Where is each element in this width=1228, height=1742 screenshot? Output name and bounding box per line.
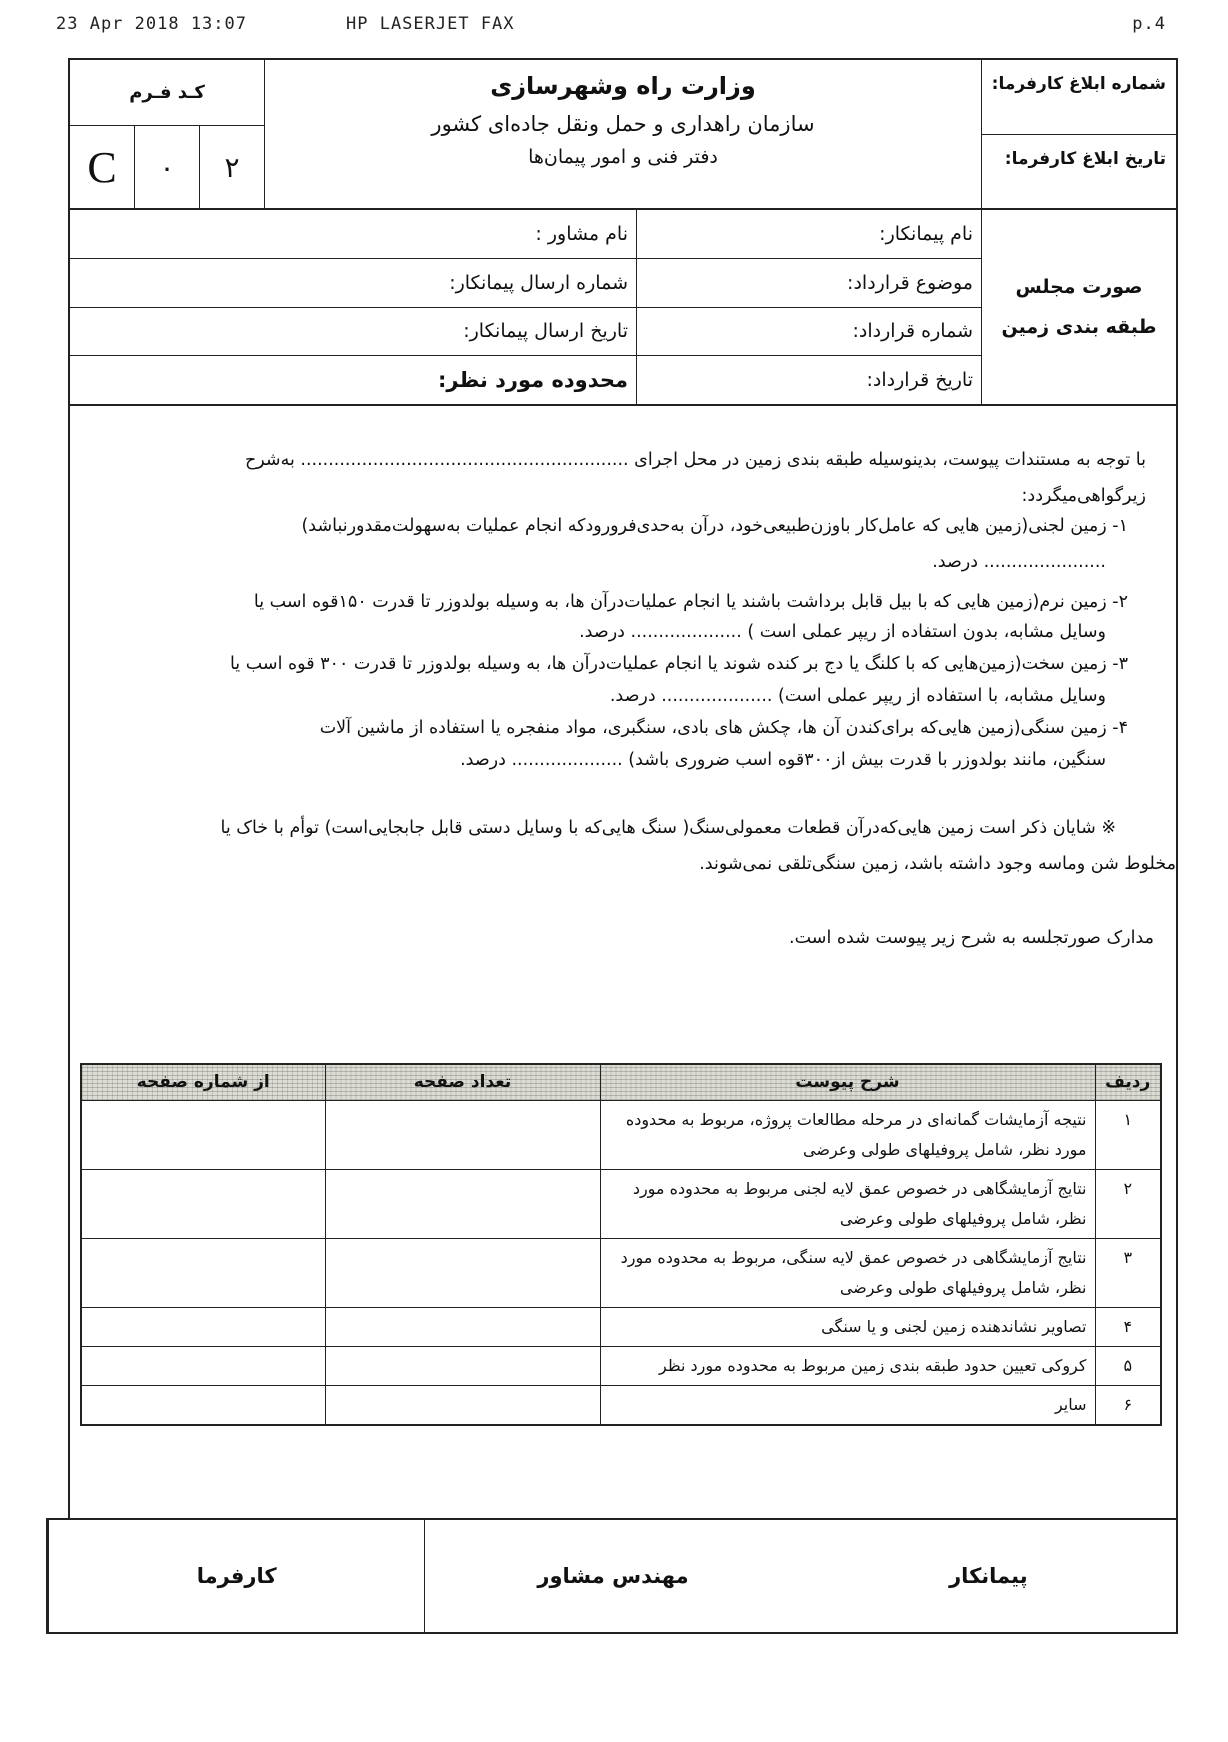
- row-description: نتایج آزمایشگاهی در خصوص عمق لایه سنگی، مربوط به محدوده مورد نظر، شامل پروفیلهای طولی وعرضی: [600, 1238, 1095, 1307]
- contract-fields: [636, 210, 981, 404]
- contract-subject-field[interactable]: موضوع قرارداد:: [637, 259, 981, 308]
- table-row: [81, 1307, 1161, 1346]
- table-row: [81, 1346, 1161, 1385]
- soil-class-soft-percent[interactable]: وسایل مشابه، بدون استفاده از ریپر عملی است ) .................... درصد.: [579, 622, 1106, 642]
- employer-notice-date-field[interactable]: تاریخ ابلاغ کارفرما:: [1004, 148, 1166, 169]
- attachments-table: [80, 1063, 1162, 1426]
- table-row: [81, 1385, 1161, 1425]
- row-description: کروکی تعیین حدود طبقه بندی زمین مربوط به محدوده مورد نظر: [600, 1346, 1095, 1385]
- organization-name: سازمان راهداری و حمل ونقل جاده‌ای کشور: [431, 112, 815, 136]
- row-description: نتایج آزمایشگاهی در خصوص عمق لایه لجنی مربوط به محدوده مورد نظر، شامل پروفیلهای طولی وعرضی: [600, 1169, 1095, 1238]
- row-page-count[interactable]: [325, 1238, 600, 1307]
- contractor-name-field[interactable]: نام پیمانکار:: [637, 210, 981, 259]
- fax-page-number: p.4: [1132, 14, 1166, 34]
- form-title-line: طبقه بندی زمین: [1001, 316, 1157, 338]
- row-number: ۶: [1095, 1385, 1161, 1425]
- soil-class-hard: ۳- زمین سخت(زمین‌هایی که با کلنگ یا دج بر کنده شوند یا انجام عملیات‌درآن ها، به وسیله بولدوزر تا قدرت ۳۰۰ قوه اسب یا: [229, 654, 1128, 674]
- soil-class-soft: ۲- زمین نرم(زمین هایی که با بیل قابل برداشت باشند یا انجام عملیات‌درآن ها، به وسیله بولدوزر تا قدرت ۱۵۰قوه اسب یا: [253, 592, 1128, 612]
- form-header: [68, 58, 1178, 210]
- row-from-page[interactable]: [81, 1238, 325, 1307]
- signature-consultant[interactable]: مهندس مشاور: [424, 1520, 800, 1632]
- form-code-part: ۰: [134, 126, 199, 208]
- signature-contractor[interactable]: پیمانکار: [949, 1564, 1028, 1588]
- ministry-name: وزارت راه وشهرسازی: [490, 72, 756, 100]
- soil-class-rock-percent[interactable]: سنگین، مانند بولدوزر با قدرت بیش از۳۰۰قوه اسب ضروری باشد) .................... درصد.: [460, 750, 1106, 770]
- signature-row: [46, 1518, 1178, 1634]
- row-page-count[interactable]: [325, 1346, 600, 1385]
- consultant-name-field[interactable]: نام مشاور :: [70, 210, 636, 259]
- row-number: ۲: [1095, 1169, 1161, 1238]
- row-description: سایر: [600, 1385, 1095, 1425]
- form-code-block: [70, 60, 265, 208]
- row-page-count[interactable]: [325, 1307, 600, 1346]
- column-header-row-number: ردیف: [1095, 1064, 1161, 1100]
- form-code-part: C: [87, 142, 117, 192]
- row-from-page[interactable]: [81, 1385, 325, 1425]
- soil-class-mud-percent[interactable]: ...................... درصد.: [932, 552, 1106, 572]
- fax-datetime: 23 Apr 2018 13:07: [56, 14, 247, 34]
- table-row: [81, 1100, 1161, 1169]
- column-header-page-count: تعداد صفحه: [325, 1064, 600, 1100]
- form-code: [70, 126, 264, 208]
- intro-text: با توجه به مستندات پیوست، بدینوسیله طبقه بندی زمین در محل اجرای ........................................................... به‌شرح: [244, 450, 1146, 470]
- row-page-count[interactable]: [325, 1100, 600, 1169]
- note-text: ※ شایان ذکر است زمین هایی‌که‌درآن قطعات معمولی‌سنگ( سنگ هایی‌که با وسایل دستی قابل جابجایی‌است) توأم با خاک یا: [220, 818, 1116, 838]
- row-number: ۳: [1095, 1238, 1161, 1307]
- contract-info-grid: [68, 210, 1178, 406]
- organization-title: [265, 60, 981, 208]
- column-header-description: شرح پیوست: [600, 1064, 1095, 1100]
- table-row: [81, 1238, 1161, 1307]
- row-description: تصاویر نشاندهنده زمین لجنی و یا سنگی: [600, 1307, 1095, 1346]
- area-of-interest-field[interactable]: محدوده مورد نظر:: [438, 368, 628, 393]
- row-from-page[interactable]: [81, 1346, 325, 1385]
- contractor-send-date-field[interactable]: تاریخ ارسال پیمانکار:: [70, 308, 636, 357]
- row-from-page[interactable]: [81, 1100, 325, 1169]
- row-number: ۴: [1095, 1307, 1161, 1346]
- form-title: [981, 210, 1176, 404]
- soil-class-hard-percent[interactable]: وسایل مشابه، با استفاده از ریپر عملی است) .................... درصد.: [609, 686, 1106, 706]
- row-page-count[interactable]: [325, 1169, 600, 1238]
- row-from-page[interactable]: [81, 1169, 325, 1238]
- row-number: ۵: [1095, 1346, 1161, 1385]
- employer-notice-number-field[interactable]: شماره ابلاغ کارفرما:: [982, 60, 1176, 135]
- contract-date-field[interactable]: تاریخ قرارداد:: [866, 369, 973, 392]
- note-text-cont: مخلوط شن وماسه وجود داشته باشد، زمین سنگی‌تلقی نمی‌شوند.: [699, 854, 1176, 874]
- form-code-part: ۲: [199, 126, 264, 208]
- table-header-row: [81, 1064, 1161, 1100]
- intro-text-cont: زیرگواهی‌میگردد:: [1021, 486, 1146, 506]
- fax-header: [56, 14, 1166, 36]
- contract-number-field[interactable]: شماره قرارداد:: [637, 308, 981, 357]
- table-row: [81, 1169, 1161, 1238]
- row-number: ۱: [1095, 1100, 1161, 1169]
- column-header-from-page: از شماره صفحه: [81, 1064, 325, 1100]
- row-page-count[interactable]: [325, 1385, 600, 1425]
- form-title-line: صورت مجلس: [1015, 276, 1143, 298]
- soil-class-rock: ۴- زمین سنگی(زمین هایی‌که برای‌کندن آن ها، چکش های بادی، سنگبری، مواد منفجره یا استفاده از ماشین آلات: [319, 718, 1128, 738]
- contractor-send-number-field[interactable]: شماره ارسال پیمانکار:: [70, 259, 636, 308]
- attachments-intro: مدارک صورتجلسه به شرح زیر پیوست شده است.: [789, 928, 1154, 948]
- signature-employer[interactable]: کارفرما: [48, 1520, 424, 1632]
- fax-device: HP LASERJET FAX: [346, 14, 515, 34]
- row-description: نتیجه آزمایشات گمانه‌ای در مرحله مطالعات پروژه، مربوط به محدوده مورد نظر، شامل پروفیلهای طولی وعرضی: [600, 1100, 1095, 1169]
- row-from-page[interactable]: [81, 1307, 325, 1346]
- consultant-fields: [70, 210, 636, 404]
- employer-notice-block: [981, 60, 1176, 208]
- office-name: دفتر فنی و امور پیمان‌ها: [528, 146, 718, 168]
- soil-class-mud: ۱- زمین لجنی(زمین هایی که عامل‌کار باوزن‌طبیعی‌خود، درآن به‌حدی‌فرورودکه انجام عملیات به‌سهولت‌مقدورنباشد): [301, 516, 1128, 536]
- form-code-label: کـد فـرم: [70, 60, 264, 126]
